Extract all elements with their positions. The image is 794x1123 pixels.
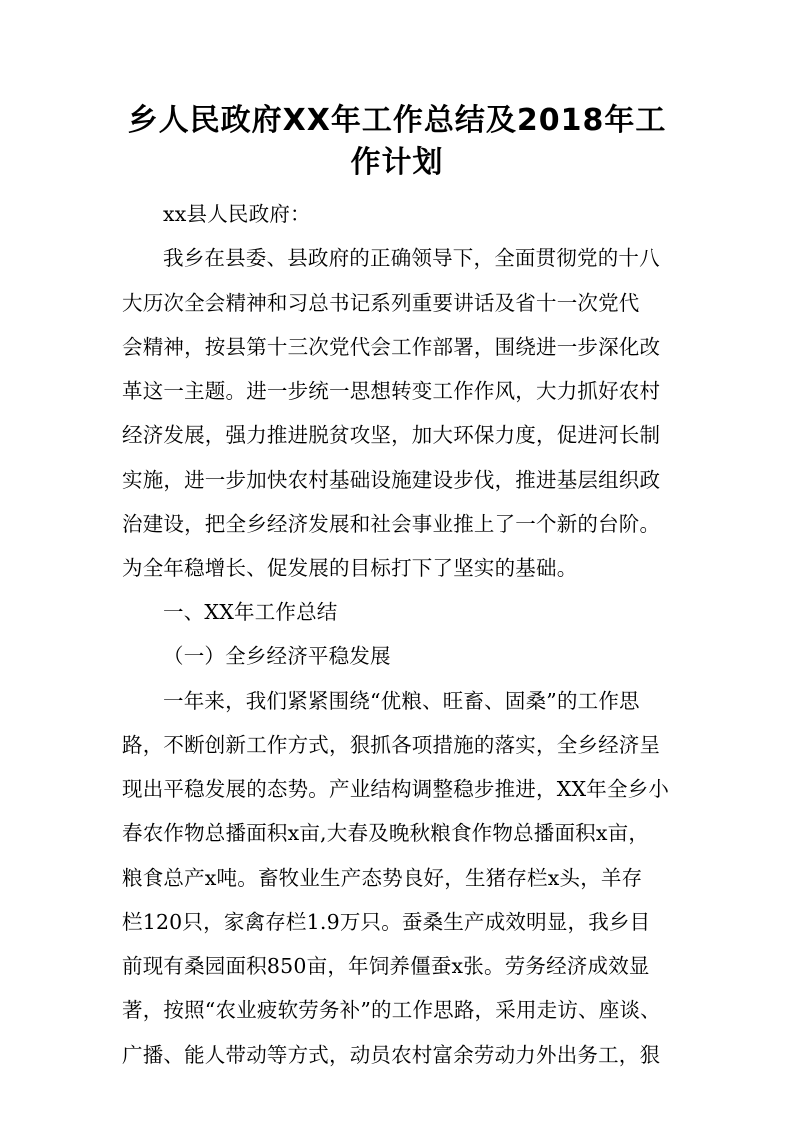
paragraph-line: 治建设，把全乡经济发展和社会事业推上了一个新的台阶。	[122, 512, 661, 536]
paragraph-line: 一年来，我们紧紧围绕“优粮、旺畜、固桑”的工作思	[163, 689, 640, 713]
document-title-line-2: 作计划	[350, 145, 444, 180]
subsection-heading: （一）全乡经济平稳发展	[163, 644, 391, 668]
salutation: xx县人民政府：	[163, 202, 311, 226]
paragraph-line: 粮食总产x吨。畜牧业生产态势良好，生猪存栏x头，羊存	[122, 866, 643, 890]
document-title-line-1: 乡人民政府XX年工作总结及2018年工	[127, 103, 667, 138]
paragraph-line: 革这一主题。进一步统一思想转变工作作风，大力抓好农村	[122, 379, 661, 403]
paragraph-line: 现出平稳发展的态势。产业结构调整稳步推进，XX年全乡小	[122, 777, 670, 801]
paragraph-line: 前现有桑园面积850亩，年饲养僵蚕x张。劳务经济成效显	[122, 954, 650, 978]
section-heading: 一、XX年工作总结	[163, 600, 338, 624]
paragraph-line: 广播、能人带动等方式，动员农村富余劳动力外出务工，狠	[122, 1043, 661, 1067]
paragraph-line: 著，按照“农业疲软劳务补”的工作思路，采用走访、座谈、	[122, 998, 661, 1022]
paragraph-line: 会精神，按县第十三次党代会工作部署，围绕进一步深化改	[122, 335, 661, 359]
paragraph-line: 为全年稳增长、促发展的目标打下了坚实的基础。	[122, 556, 578, 580]
paragraph-line: 春农作物总播面积x亩,大春及晚秋粮食作物总播面积x亩，	[122, 821, 650, 845]
paragraph-line: 栏120只，家禽存栏1.9万只。蚕桑生产成效明显，我乡目	[122, 910, 651, 934]
paragraph-line: 我乡在县委、县政府的正确领导下，全面贯彻党的十八	[163, 246, 660, 270]
paragraph-line: 经济发展，强力推进脱贫攻坚，加大环保力度，促进河长制	[122, 423, 661, 447]
paragraph-line: 路，不断创新工作方式，狠抓各项措施的落实，全乡经济呈	[122, 733, 661, 757]
paragraph-line: 实施，进一步加快农村基础设施建设步伐，推进基层组织政	[122, 468, 661, 492]
paragraph-line: 大历次全会精神和习总书记系列重要讲话及省十一次党代	[122, 291, 640, 315]
